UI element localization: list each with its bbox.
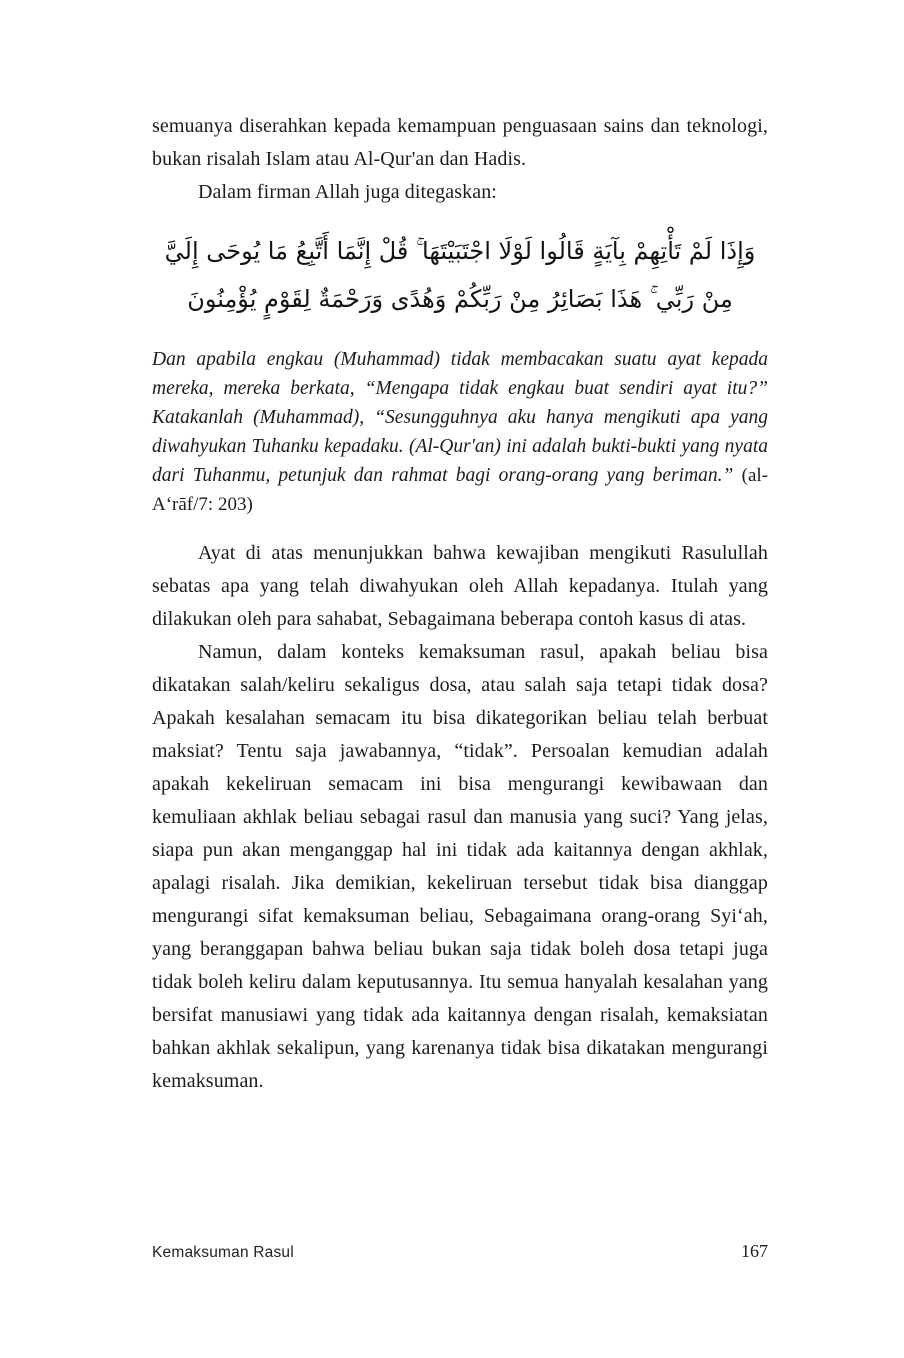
- page-footer: [152, 1241, 768, 1262]
- quran-verse-arabic: وَإِذَا لَمْ تَأْتِهِمْ بِآيَةٍ قَالُوا لَوْلَا اجْتَبَيْتَهَا ۚ قُلْ إِنَّمَا أَتَّبِعُ مَا يُوحَى إِلَيَّ مِنْ رَبِّي ۚ هَذَا بَصَائِرُ مِنْ رَبِّكُمْ وَهُدًى وَرَحْمَةٌ لِقَوْمٍ يُؤْمِنُونَ: [164, 237, 756, 313]
- verse-translation-block: [152, 345, 768, 519]
- paragraph-namun: Namun, dalam konteks kemaksuman rasul, apakah beliau bisa dikatakan salah/keliru sekaligus dosa, atau salah saja tetapi tidak dosa? Apakah kesalahan semacam itu bisa dikategorikan beliau telah berbuat maksiat? Tentu saja jawabannya, “tidak”. Persoalan kemudian adalah apakah kekeliruan semacam ini bisa mengurangi kewibawaan dan kemuliaan akhlak beliau sebagai rasul dan manusia yang suci? Yang jelas, siapa pun akan menganggap hal ini tidak ada kaitannya dengan akhlak, apalagi risalah. Jika demikian, kekeliruan tersebut tidak bisa dianggap mengurangi sifat kemaksuman beliau, Sebagaimana orang-orang Syi‘ah, yang beranggapan bahwa beliau bukan saja tidak boleh dosa tetapi juga tidak boleh keliru dalam keputusannya. Itu semua hanyalah kesalahan yang bersifat manusiawi yang tidak ada kaitannya dengan risalah, kemaksiatan bahkan akhlak sekalipun, yang karenanya tidak bisa dikatakan mengurangi kemaksuman.: [152, 641, 768, 1092]
- page-number: 167: [741, 1241, 768, 1261]
- running-title: Kemaksuman Rasul: [152, 1244, 294, 1261]
- verse-reference: (al-A‘rāf/7: 203): [152, 465, 768, 515]
- paragraph-ayat-di-atas: Ayat di atas menunjukkan bahwa kewajiban mengikuti Rasulullah sebatas apa yang telah diwahyukan oleh Allah kepadanya. Itulah yang dilakukan oleh para sahabat, Sebagaimana beberapa contoh kasus di atas.: [152, 542, 768, 630]
- paragraph-continuation: semuanya diserahkan kepada kemampuan penguasaan sains dan teknologi, bukan risalah Islam atau Al-Qur'an dan Hadis.: [152, 115, 768, 170]
- verse-translation-text: Dan apabila engkau (Muhammad) tidak membacakan suatu ayat kepada mereka, mereka berkata, “Mengapa tidak engkau buat sendiri ayat itu?” Katakanlah (Muhammad), “Sesungguhnya aku hanya mengikuti apa yang diwahyukan Tuhanku kepadaku. (Al-Qur'an) ini adalah bukti-bukti yang nyata dari Tuhanmu, petunjuk dan rahmat bagi orang-orang yang beriman.”: [152, 349, 768, 486]
- paragraph-lead-in: Dalam firman Allah juga ditegaskan:: [198, 181, 497, 203]
